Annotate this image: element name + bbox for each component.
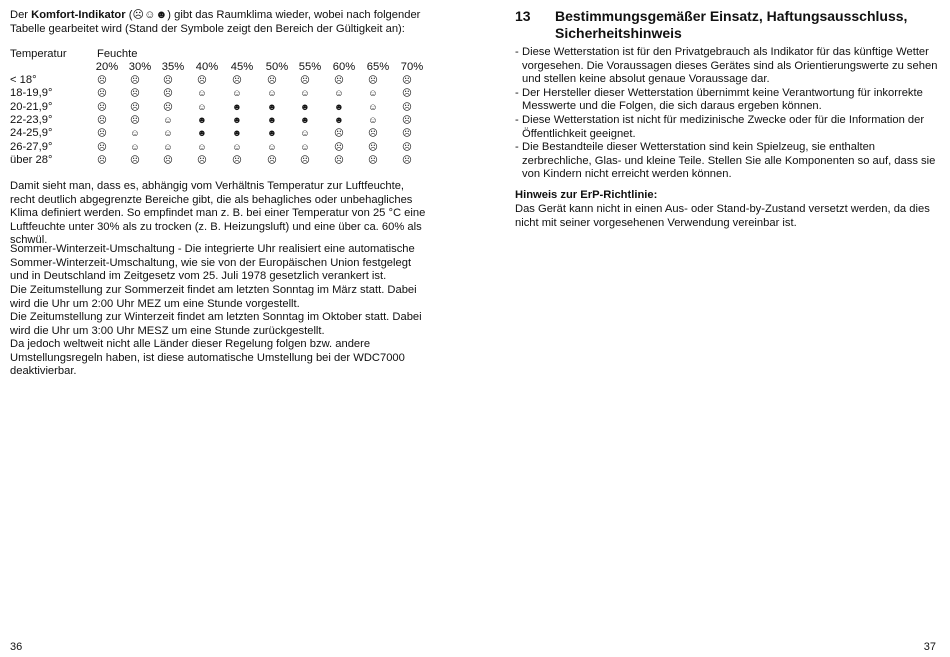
comfort-smiley-icon: ☹ [97,141,107,153]
table-columns-row [10,61,430,74]
comfort-smiley-icon: ☺ [163,128,173,140]
intro-paragraph [10,9,430,36]
right-page [475,0,950,657]
section-heading [515,8,945,42]
comfort-smiley-icon: ☻ [334,101,344,113]
comfort-smiley-icon: ☹ [402,128,412,140]
comfort-smiley-icon: ☹ [130,88,140,100]
comfort-smiley-icon: ☹ [334,75,344,86]
comfort-smiley-icon: ☹ [163,75,173,86]
intro-pre: Der [10,9,32,21]
comfort-smiley-icon: ☹ [130,101,140,113]
comfort-smiley-icon: ☺ [300,128,310,140]
comfort-smiley-icon: ☹ [300,154,310,166]
comfort-smiley-icon: ☺ [368,88,378,100]
comfort-smiley-icon: ☻ [267,114,277,126]
row-label: < 18° [10,74,37,86]
bullet-dash: - [515,46,519,58]
comfort-smiley-icon: ☺ [300,88,310,100]
comfort-smiley-icon: ☹ [402,101,412,113]
comfort-smiley-icon: ☺ [197,88,207,100]
comfort-smiley-icon: ☺ [130,128,140,140]
comfort-smiley-icon: ☺ [368,101,378,113]
comfort-smiley-icon: ☺ [163,141,173,153]
comfort-smiley-icon: ☻ [300,114,310,126]
comfort-smiley-icon: ☹ [232,75,242,86]
comfort-smiley-icon: ☻ [232,114,242,126]
intro-post: (☹☺☻) gibt das Raumklima wieder, wobei nach folgender Tabelle gearbeitet wird (Stand der Symbole zeigt den Bereich der Gültigkeit an): [10,9,421,35]
comfort-smiley-icon: ☻ [232,128,242,140]
comfort-smiley-icon: ☹ [368,75,378,86]
comfort-smiley-icon: ☹ [97,101,107,113]
comfort-smiley-icon: ☹ [197,75,207,86]
comfort-smiley-icon: ☺ [130,141,140,153]
comfort-smiley-icon: ☹ [402,154,412,166]
comfort-smiley-icon: ☹ [267,75,277,86]
bullet-dash: - [515,113,519,126]
column-label: 20% [95,61,119,73]
row-label: 26-27,9° [10,140,53,153]
comfort-smiley-icon: ☹ [97,128,107,140]
comfort-smiley-icon: ☺ [334,88,344,100]
comfort-smiley-icon: ☹ [97,154,107,166]
table-row [10,114,430,127]
comfort-smiley-icon: ☹ [163,154,173,166]
page-number-left: 36 [10,641,23,654]
column-label: 40% [195,61,219,73]
comfort-smiley-icon: ☹ [232,154,242,166]
bullet-dash: - [515,86,519,99]
comfort-smiley-icon: ☹ [402,75,412,86]
table-header-row [10,48,430,61]
comfort-smiley-icon: ☹ [97,75,107,86]
column-label: 70% [400,61,424,73]
comfort-smiley-icon: ☹ [334,128,344,140]
column-label: 45% [230,61,254,73]
comfort-smiley-icon: ☹ [334,154,344,166]
comfort-smiley-icon: ☻ [197,114,207,126]
comfort-smiley-icon: ☹ [130,75,140,86]
bullet-item [515,87,940,114]
comfort-smiley-icon: ☹ [130,154,140,166]
column-label: 30% [128,61,152,73]
paragraph-dst-deactivate: Da jedoch weltweit nicht alle Länder dieser Regelung folgen bzw. andere Umstellungsregeln haben, ist diese automatische Umstellung bei der WDC7000 deaktivierbar. [10,338,405,378]
table-row [10,87,430,100]
comfort-smiley-icon: ☹ [402,141,412,153]
row-label: 18-19,9° [10,87,53,100]
row-header: Temperatur [10,48,67,60]
comfort-smiley-icon: ☹ [368,128,378,140]
comfort-smiley-icon: ☺ [267,141,277,153]
bullet-item [515,141,940,182]
intro-bold-term: Komfort-Indikator [31,9,126,21]
comfort-smiley-icon: ☹ [130,114,140,126]
comfort-smiley-icon: ☺ [300,141,310,153]
comfort-smiley-icon: ☻ [232,101,242,113]
bullet-text: Diese Wetterstation ist nicht für medizinische Zwecke oder für die Information der Öffentlichkeit geeignet. [522,113,925,140]
bullet-text: Die Bestandteile dieser Wetterstation sind kein Spielzeug, sie enthalten zerbrechliche, Glas- und kleine Teile. Stellen Sie alle Komponenten so auf, dass sie von Kindern nicht erreicht werden können. [522,141,936,181]
comfort-smiley-icon: ☹ [402,88,412,100]
comfort-smiley-icon: ☻ [334,114,344,126]
section-title: Bestimmungsgemäßer Einsatz, Haftungsausschluss, Sicherheitshinweis [555,8,908,41]
comfort-smiley-icon: ☻ [267,101,277,113]
bullet-text: Diese Wetterstation ist für den Privatgebrauch als Indikator für das künftige Wetter vorgesehen. Die Voraussagen dieses Gerätes sind als Orientierungswerte zu sehen und stellen keine absolut genaue Voraussage dar. [522,46,938,86]
column-label: 55% [298,61,322,73]
column-header: Feuchte [97,48,138,60]
page-number-right: 37 [923,641,936,654]
comfort-smiley-icon: ☻ [267,128,277,140]
section-number: 13 [515,8,531,24]
comfort-smiley-icon: ☹ [197,154,207,166]
comfort-smiley-icon: ☻ [300,101,310,113]
row-label: 22-23,9° [10,113,53,126]
column-label: 60% [332,61,356,73]
erp-body: Das Gerät kann nicht in einen Aus- oder Stand-by-Zustand versetzt werden, da dies nicht mit seiner vorgesehenen Verwendung vereinbar ist. [515,203,930,229]
comfort-smiley-icon: ☻ [197,128,207,140]
comfort-smiley-icon: ☹ [334,141,344,153]
comfort-smiley-icon: ☺ [197,141,207,153]
table-row [10,154,430,167]
comfort-smiley-icon: ☹ [97,114,107,126]
bullet-list [515,46,940,182]
bullet-item [515,46,940,87]
table-row [10,141,430,154]
bullet-dash: - [515,141,519,154]
comfort-smiley-icon: ☺ [232,88,242,100]
comfort-smiley-icon: ☹ [368,154,378,166]
comfort-smiley-icon: ☹ [163,101,173,113]
comfort-smiley-icon: ☹ [97,88,107,100]
column-label: 35% [161,61,185,73]
column-label: 65% [366,61,390,73]
column-label: 50% [265,61,289,73]
row-label: 20-21,9° [10,100,53,113]
paragraph-dst-winter: Die Zeitumstellung zur Winterzeit findet am letzten Sonntag im Oktober statt. Dabei wird die Uhr um 3:00 Uhr MESZ um eine Stunde zurückgestellt. [10,311,422,337]
comfort-smiley-icon: ☹ [402,114,412,126]
comfort-smiley-icon: ☹ [368,141,378,153]
comfort-smiley-icon: ☺ [267,88,277,100]
row-label: 24-25,9° [10,127,53,140]
bullet-item [515,114,940,141]
comfort-smiley-icon: ☺ [368,114,378,126]
table-row [10,101,430,114]
row-label: über 28° [10,153,53,166]
erp-heading: Hinweis zur ErP-Richtlinie: [515,189,658,201]
comfort-smiley-icon: ☺ [232,141,242,153]
paragraph-dst-summer: Die Zeitumstellung zur Sommerzeit findet am letzten Sonntag im März statt. Dabei wird die Uhr um 2:00 Uhr MEZ um eine Stunde vorgestellt. [10,284,417,310]
paragraph-comfort-explanation: Damit sieht man, dass es, abhängig vom Verhältnis Temperatur zur Luftfeuchte, recht deutlich abgegrenzte Bereiche gibt, die als behagliches oder unbehagliches Klima definiert werden. So empfindet man z. B. bei einer Temperatur von 25 °C eine Luftfeuchte unter 30% als zu trocken (z. B. Heizungsluft) und eine über ca. 60% als schwül. [10,180,426,247]
table-row [10,74,430,87]
table-row [10,127,430,140]
comfort-smiley-icon: ☹ [300,75,310,86]
paragraph-dst-intro: Sommer-Winterzeit-Umschaltung - Die integrierte Uhr realisiert eine automatische Sommer-Winterzeit-Umschaltung, wie sie von der Europäischen Union festgelegt und in Deutschland im Zeitgesetz vom 25. Juli 1978 gesetzlich verankert ist. [10,243,415,283]
comfort-smiley-icon: ☹ [267,154,277,166]
comfort-smiley-icon: ☹ [163,88,173,100]
bullet-text: Der Hersteller dieser Wetterstation übernimmt keine Verantwortung für inkorrekte Messwerte und die Folgen, die sich daraus ergeben können. [522,86,923,113]
comfort-smiley-icon: ☺ [197,101,207,113]
comfort-smiley-icon: ☺ [163,114,173,126]
